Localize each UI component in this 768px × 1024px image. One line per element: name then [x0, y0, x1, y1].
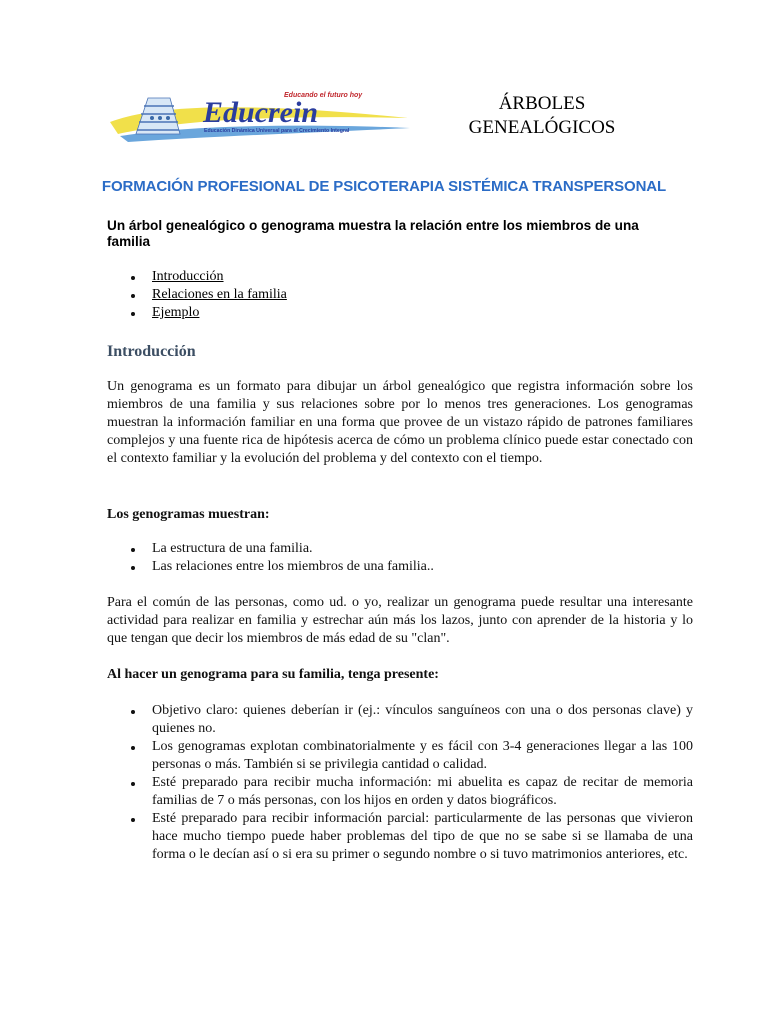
toc-item — [107, 286, 287, 304]
list-item: Objetivo claro: quienes deberían ir (ej.: vínculos sanguíneos con una o dos personas clave) y quienes no. — [107, 702, 693, 738]
document-title-line2: GENEALÓGICOS — [468, 117, 616, 138]
table-of-contents — [107, 268, 287, 322]
list-item: Las relaciones entre los miembros de una familia.. — [107, 558, 693, 576]
intro-paragraph: Un genograma es un formato para dibujar un árbol genealógico que registra información sobre los miembros de una familia y sus relaciones sobre por lo menos tres generaciones. Los genogramas muestran la información familiar en una forma que provee de un vistazo rápido de patrones familiares complejos y una fuente rica de hipótesis acerca de cómo un problema clínico puede estar conectado con el contexto familiar y la evolución del problema y del contexto con el tiempo. — [107, 379, 693, 466]
section-heading-introduccion: Introducción — [107, 343, 196, 360]
toc-item — [107, 304, 287, 322]
logo-pyramid — [136, 98, 180, 134]
document-title-line1: ÁRBOLES — [498, 93, 586, 114]
tips-heading: Al hacer un genograma para su familia, tenga presente: — [107, 667, 439, 682]
common-people-paragraph: Para el común de las personas, como ud. o yo, realizar un genograma puede resultar una interesante actividad para realizar en familia y estrechar aún más los lazos, junto con aprender de la historia y lo que tengan que decir los miembros de más edad de su "clan". — [107, 595, 693, 646]
list-item: La estructura de una familia. — [107, 540, 693, 558]
toc-link-introduccion[interactable]: Introducción — [152, 269, 224, 284]
toc-item — [107, 268, 287, 286]
educrein-logo-graphic — [108, 88, 413, 144]
document-subtitle: Un árbol genealógico o genograma muestra la relación entre los miembros de una familia — [107, 218, 639, 249]
shows-list — [107, 540, 693, 576]
logo-tagline-text: Educación Dinámica Universal para el Crecimiento Integral — [204, 128, 350, 134]
educrein-logo — [108, 88, 413, 144]
logo-brand-text: Educrein — [203, 96, 319, 129]
logo-slogan-text: Educando el futuro hoy — [284, 92, 363, 99]
program-title: FORMACIÓN PROFESIONAL DE PSICOTERAPIA SISTÉMICA TRANSPERSONAL — [101, 178, 667, 195]
list-item: Los genogramas explotan combinatorialmente y es fácil con 3-4 generaciones llegar a las 100 personas o más. También si se privilegia cantidad o calidad. — [107, 738, 693, 774]
shows-heading: Los genogramas muestran: — [107, 507, 270, 522]
document-title — [452, 92, 632, 140]
toc-link-ejemplo[interactable]: Ejemplo — [152, 305, 200, 320]
list-item: Esté preparado para recibir información parcial: particularmente de las personas que vivieron hace mucho tiempo puede haber problemas del tipo de que no se sabe si se llamaba de una forma o le decían así o si era su primer o segundo nombre o si tuvo matrimonios anteriores, etc. — [107, 810, 693, 864]
list-item: Esté preparado para recibir mucha información: mi abuelita es capaz de recitar de memoria familias de 7 o más personas, con los hijos en orden y datos biográficos. — [107, 774, 693, 810]
tips-list — [107, 702, 693, 864]
toc-link-relaciones[interactable]: Relaciones en la familia — [152, 287, 287, 302]
